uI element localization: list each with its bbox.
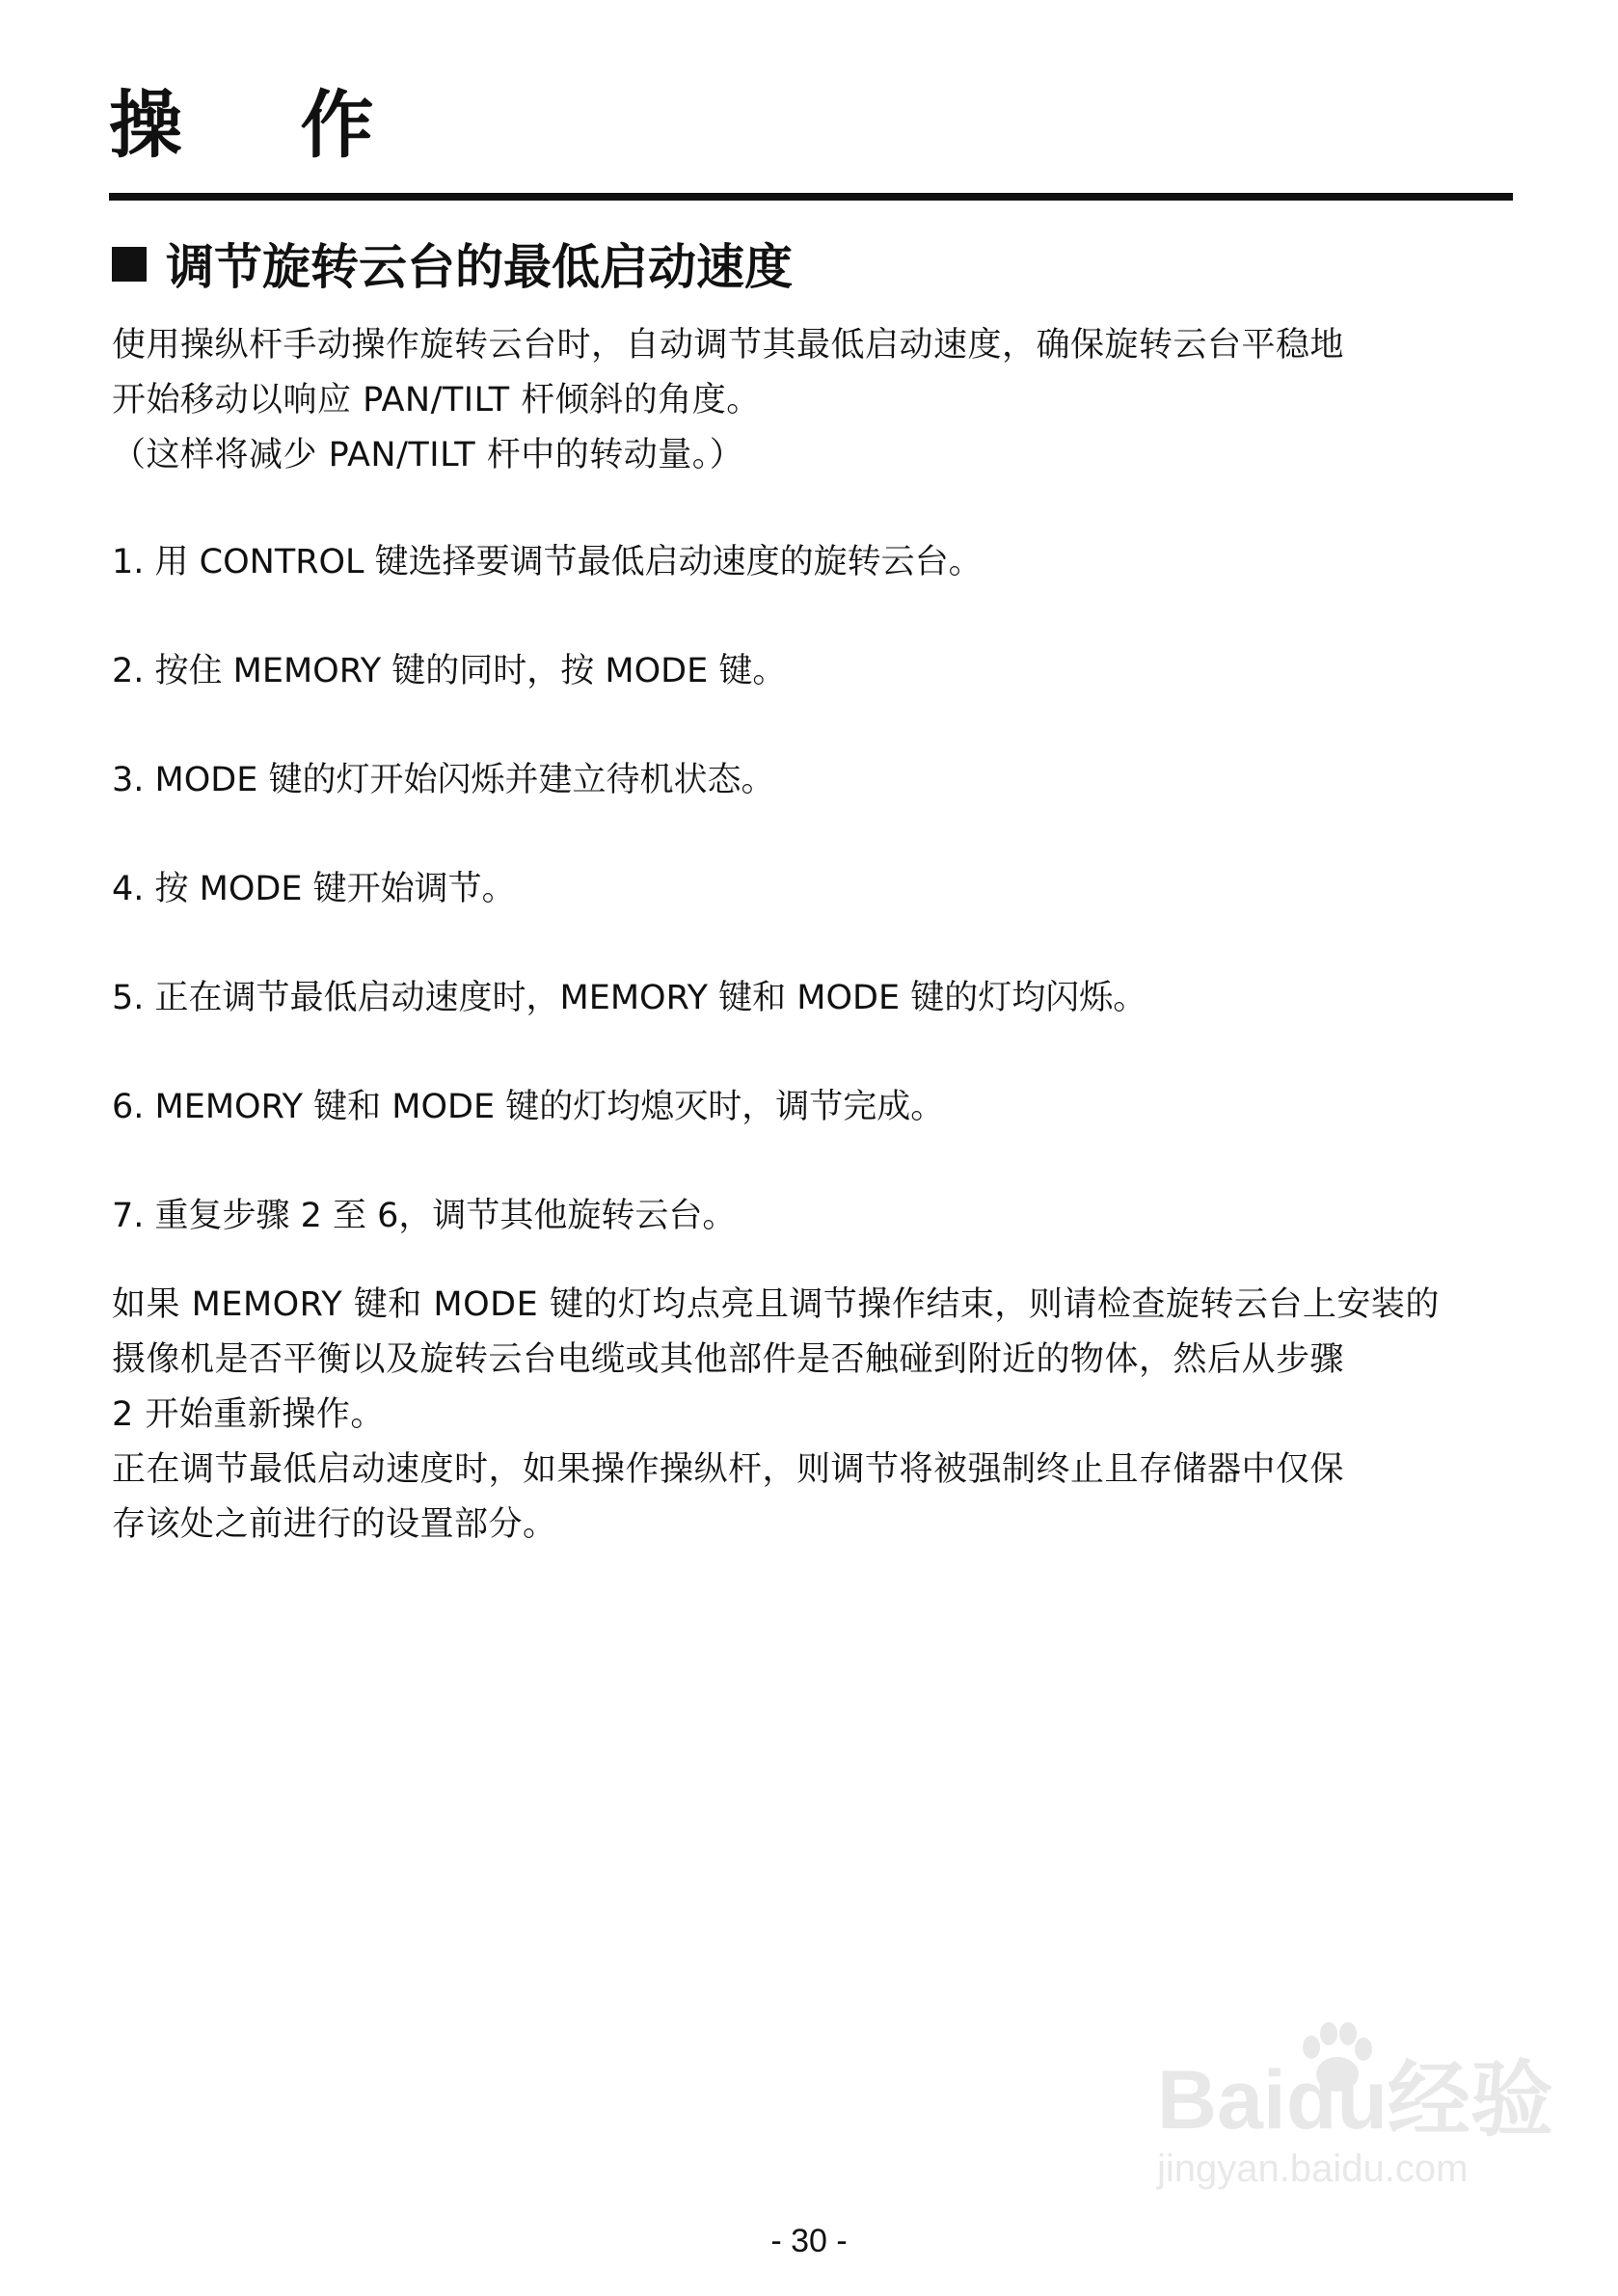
- section-heading-text: 调节旋转云台的最低启动速度: [166, 239, 793, 295]
- step-item: 3. MODE 键的灯开始闪烁并建立待机状态。: [112, 761, 775, 799]
- step-item: 2. 按住 MEMORY 键的同时，按 MODE 键。: [112, 652, 787, 690]
- step-item: 5. 正在调节最低启动速度时，MEMORY 键和 MODE 键的灯均闪烁。: [112, 979, 1147, 1017]
- intro-line: 开始移动以响应 PAN/TILT 杆倾斜的角度。: [112, 381, 761, 419]
- section-heading: [112, 241, 793, 294]
- steps-list: [112, 535, 1510, 1298]
- title-divider: [109, 193, 1513, 201]
- note-line: 如果 MEMORY 键和 MODE 键的灯均点亮且调节操作结束，则请检查旋转云台上安装的: [112, 1285, 1440, 1324]
- note-line: 存该处之前进行的设置部分。: [112, 1505, 557, 1544]
- page-number: - 30 -: [770, 2223, 848, 2259]
- notes-paragraph: [112, 1278, 1510, 1553]
- intro-paragraph: [112, 318, 1510, 483]
- note-line: 2 开始重新操作。: [112, 1395, 385, 1434]
- step-item: 1. 用 CONTROL 键选择要调节最低启动速度的旋转云台。: [112, 543, 983, 581]
- step-item: 6. MEMORY 键和 MODE 键的灯均熄灭时，调节完成。: [112, 1088, 945, 1126]
- square-bullet-icon: [112, 247, 147, 282]
- intro-line: 使用操纵杆手动操作旋转云台时，自动调节其最低启动速度，确保旋转云台平稳地: [112, 326, 1345, 365]
- step-item: 4. 按 MODE 键开始调节。: [112, 870, 516, 908]
- step-item: 7. 重复步骤 2 至 6，调节其他旋转云台。: [112, 1197, 737, 1235]
- note-line: 摄像机是否平衡以及旋转云台电缆或其他部件是否触碰到附近的物体，然后从步骤: [112, 1340, 1345, 1379]
- watermark-url: jingyan.baidu.com: [1157, 2147, 1469, 2190]
- note-line: 正在调节最低启动速度时，如果操作操纵杆，则调节将被强制终止且存储器中仅保: [112, 1450, 1345, 1489]
- watermark-logo: Baidu经验: [1157, 2054, 1553, 2147]
- page-title: 操 作: [109, 82, 420, 168]
- baidu-watermark: [1157, 2054, 1553, 2194]
- intro-line: （这样将减少 PAN/TILT 杆中的转动量。）: [112, 436, 744, 474]
